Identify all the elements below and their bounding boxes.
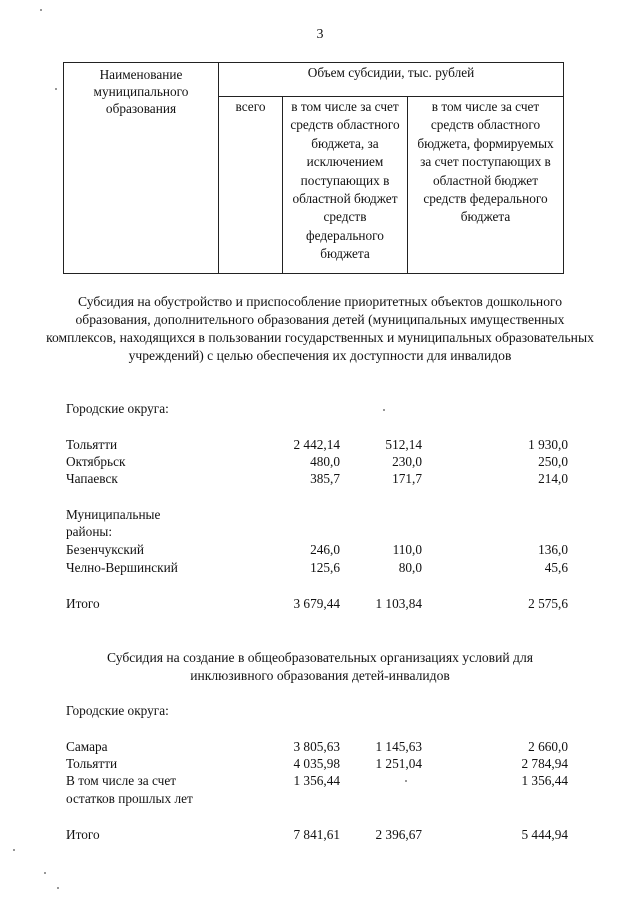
section-2-title: Субсидия на создание в общеобразовательных организациях условий для инклюзивного образования детей-инвалидов <box>106 650 534 683</box>
row-name: Итого <box>66 596 100 611</box>
table-row <box>66 453 626 470</box>
note-text: В том числе за счет <box>66 773 177 788</box>
scan-speck <box>405 780 407 782</box>
scan-speck <box>13 849 15 851</box>
table-row <box>66 755 626 772</box>
group-label <box>66 702 626 719</box>
group-label <box>66 523 626 540</box>
scan-speck <box>44 872 46 874</box>
note-text: остатков прошлых лет <box>66 791 193 806</box>
group-label <box>66 506 626 523</box>
row-name: Тольятти <box>66 756 118 771</box>
group-label-text: Муниципальные <box>66 507 161 522</box>
group-label-text: районы: <box>66 524 113 539</box>
row-total: 246,0 <box>310 542 340 557</box>
table-row <box>66 738 626 755</box>
total-row <box>66 826 626 843</box>
row-total: 4 035,98 <box>293 756 340 771</box>
header-federal-text: в том числе за счет средств областного бюджета, формируемых за счет поступающих в областной бюджет средств федерального бюджета <box>417 99 554 225</box>
row-total: 7 841,61 <box>293 827 340 842</box>
header-name-column <box>64 63 219 273</box>
row-total: 125,6 <box>310 560 340 575</box>
group-label-text: Городские округа: <box>66 401 169 416</box>
row-regional: 80,0 <box>398 560 422 575</box>
scan-speck <box>40 9 42 11</box>
note-federal: 1 356,44 <box>521 773 568 788</box>
header-regional-text: в том числе за счет средств областного бюджета, за исключением поступающих в областной бюджет средств федерального бюджета <box>290 99 400 262</box>
page-number: 3 <box>316 27 324 42</box>
row-federal: 5 444,94 <box>521 827 568 842</box>
row-name: Самара <box>66 739 108 754</box>
row-name: Челно-Вершинский <box>66 560 178 575</box>
group-label-text: Городские округа: <box>66 703 169 718</box>
row-regional: 171,7 <box>392 471 422 486</box>
scan-speck <box>383 409 385 411</box>
header-name-text: Наименование муниципального образования <box>93 67 189 116</box>
table-row <box>66 559 626 576</box>
total-row <box>66 595 626 612</box>
header-regional-column <box>283 97 408 273</box>
row-federal: 1 930,0 <box>528 437 568 452</box>
row-federal: 250,0 <box>538 454 568 469</box>
note-row-continuation <box>66 790 626 807</box>
row-regional: 2 396,67 <box>375 827 422 842</box>
table-row <box>66 470 626 487</box>
header-total-text: всего <box>235 99 266 114</box>
header-table <box>63 62 564 274</box>
note-row <box>66 772 626 789</box>
row-federal: 136,0 <box>538 542 568 557</box>
row-federal: 214,0 <box>538 471 568 486</box>
note-total: 1 356,44 <box>293 773 340 788</box>
section-1-title: Субсидия на обустройство и приспособление приоритетных объектов дошкольного образования, дополнительного образования детей (муниципальных имущественных комплексов, находящихся в пользовании государственных и муниципальных образовательных учреждений) с целью обеспечения их доступности для инвалидов <box>46 294 594 363</box>
header-federal-column <box>408 97 563 273</box>
header-volume-column <box>219 63 563 97</box>
row-total: 3 679,44 <box>293 596 340 611</box>
row-total: 480,0 <box>310 454 340 469</box>
header-volume-text: Объем субсидии, тыс. рублей <box>307 65 475 80</box>
row-federal: 2 575,6 <box>528 596 568 611</box>
group-label <box>66 400 626 417</box>
row-name: Тольятти <box>66 437 118 452</box>
row-federal: 45,6 <box>544 560 568 575</box>
row-regional: 1 145,63 <box>375 739 422 754</box>
row-regional: 230,0 <box>392 454 422 469</box>
row-name: Чапаевск <box>66 471 118 486</box>
table-row <box>66 436 626 453</box>
scan-speck <box>57 887 59 889</box>
row-federal: 2 784,94 <box>521 756 568 771</box>
header-total-column <box>219 97 283 273</box>
row-total: 2 442,14 <box>293 437 340 452</box>
row-federal: 2 660,0 <box>528 739 568 754</box>
row-total: 385,7 <box>310 471 340 486</box>
row-total: 3 805,63 <box>293 739 340 754</box>
row-regional: 110,0 <box>392 542 422 557</box>
row-name: Безенчукский <box>66 542 145 557</box>
row-regional: 512,14 <box>385 437 422 452</box>
row-regional: 1 251,04 <box>375 756 422 771</box>
row-regional: 1 103,84 <box>375 596 422 611</box>
row-name: Октябрьск <box>66 454 126 469</box>
table-row <box>66 541 626 558</box>
scan-speck <box>55 88 57 90</box>
row-name: Итого <box>66 827 100 842</box>
